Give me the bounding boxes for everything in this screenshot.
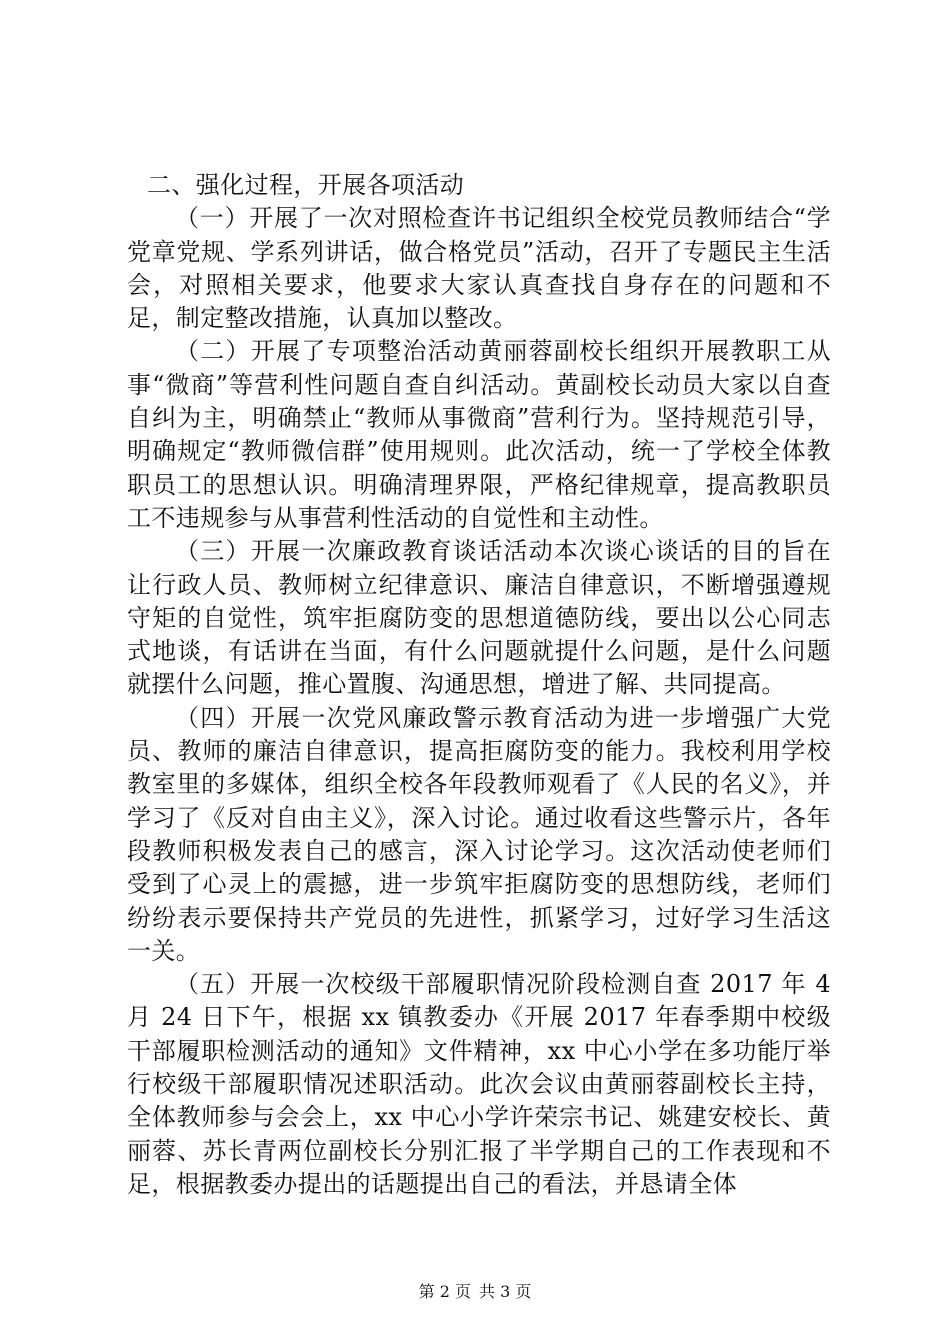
paragraph-4: （四）开展一次党风廉政警示教育活动为进一步增强广大党员、教师的廉洁自律意识，提高拒腐防变的能力。我校利用学校教室里的多媒体，组织全校各年段教师观看了《人民的名义》，并学习了《反对自由主义》，深入讨论。通过收看这些警示片，各年段教师积极发表自己的感言，深入讨论学习。这次活动使老师们受到了心灵上的震撼，进一步筑牢拒腐防变的思想防线，老师们纷纷表示要保持共产党员的先进性，抓紧学习，过好学习生活这一关。 [127, 703, 831, 965]
paragraph-5: （五）开展一次校级干部履职情况阶段检测自查 2017 年 4 月 24 日下午，根据 xx 镇教委办《开展 2017 年春季期中校级干部履职检测活动的通知》文件精神，xx 中心小学在多功能厅举行校级干部履职情况述职活动。此次会议由黄丽蓉副校长主持，全体教师参与会会上，xx 中心小学许荣宗书记、姚建安校长、黄丽蓉、苏长青两位副校长分别汇报了半学期自己的工作表现和不足，根据教委办提出的话题提出自己的看法，并恳请全体 [127, 970, 831, 1198]
page-footer [0, 1279, 950, 1302]
paragraph-1: （一）开展了一次对照检查许书记组织全校党员教师结合“学党章党规、学系列讲话，做合格党员”活动，召开了专题民主生活会，对照相关要求，他要求大家认真查找自身存在的问题和不足，制定整改措施，认真加以整改。 [127, 204, 831, 333]
document-body [127, 169, 831, 1201]
page-total: 共 3 页 [479, 1282, 532, 1301]
paragraph-2: （二）开展了专项整治活动黄丽蓉副校长组织开展教职工从事“微商”等营利性问题自查自纠活动。黄副校长动员大家以自查自纠为主，明确禁止“教师从事微商”营利行为。坚持规范引导，明确规定“教师微信群”使用规则。此次活动，统一了学校全体教职员工的思想认识。明确清理界限，严格纪律规章，提高教职员工不违规参与从事营利性活动的自觉性和主动性。 [127, 337, 831, 532]
page-number: 第 2 页 [418, 1282, 471, 1301]
paragraph-3: （三）开展一次廉政教育谈话活动本次谈心谈话的目的旨在让行政人员、教师树立纪律意识、廉洁自律意识，不断增强遵规守矩的自觉性，筑牢拒腐防变的思想道德防线，要出以公心同志式地谈，有话讲在当面，有什么问题就提什么问题，是什么问题就摆什么问题，推心置腹、沟通思想，增进了解、共同提高。 [127, 537, 831, 699]
section-heading: 二、强化过程，开展各项活动 [147, 171, 465, 199]
